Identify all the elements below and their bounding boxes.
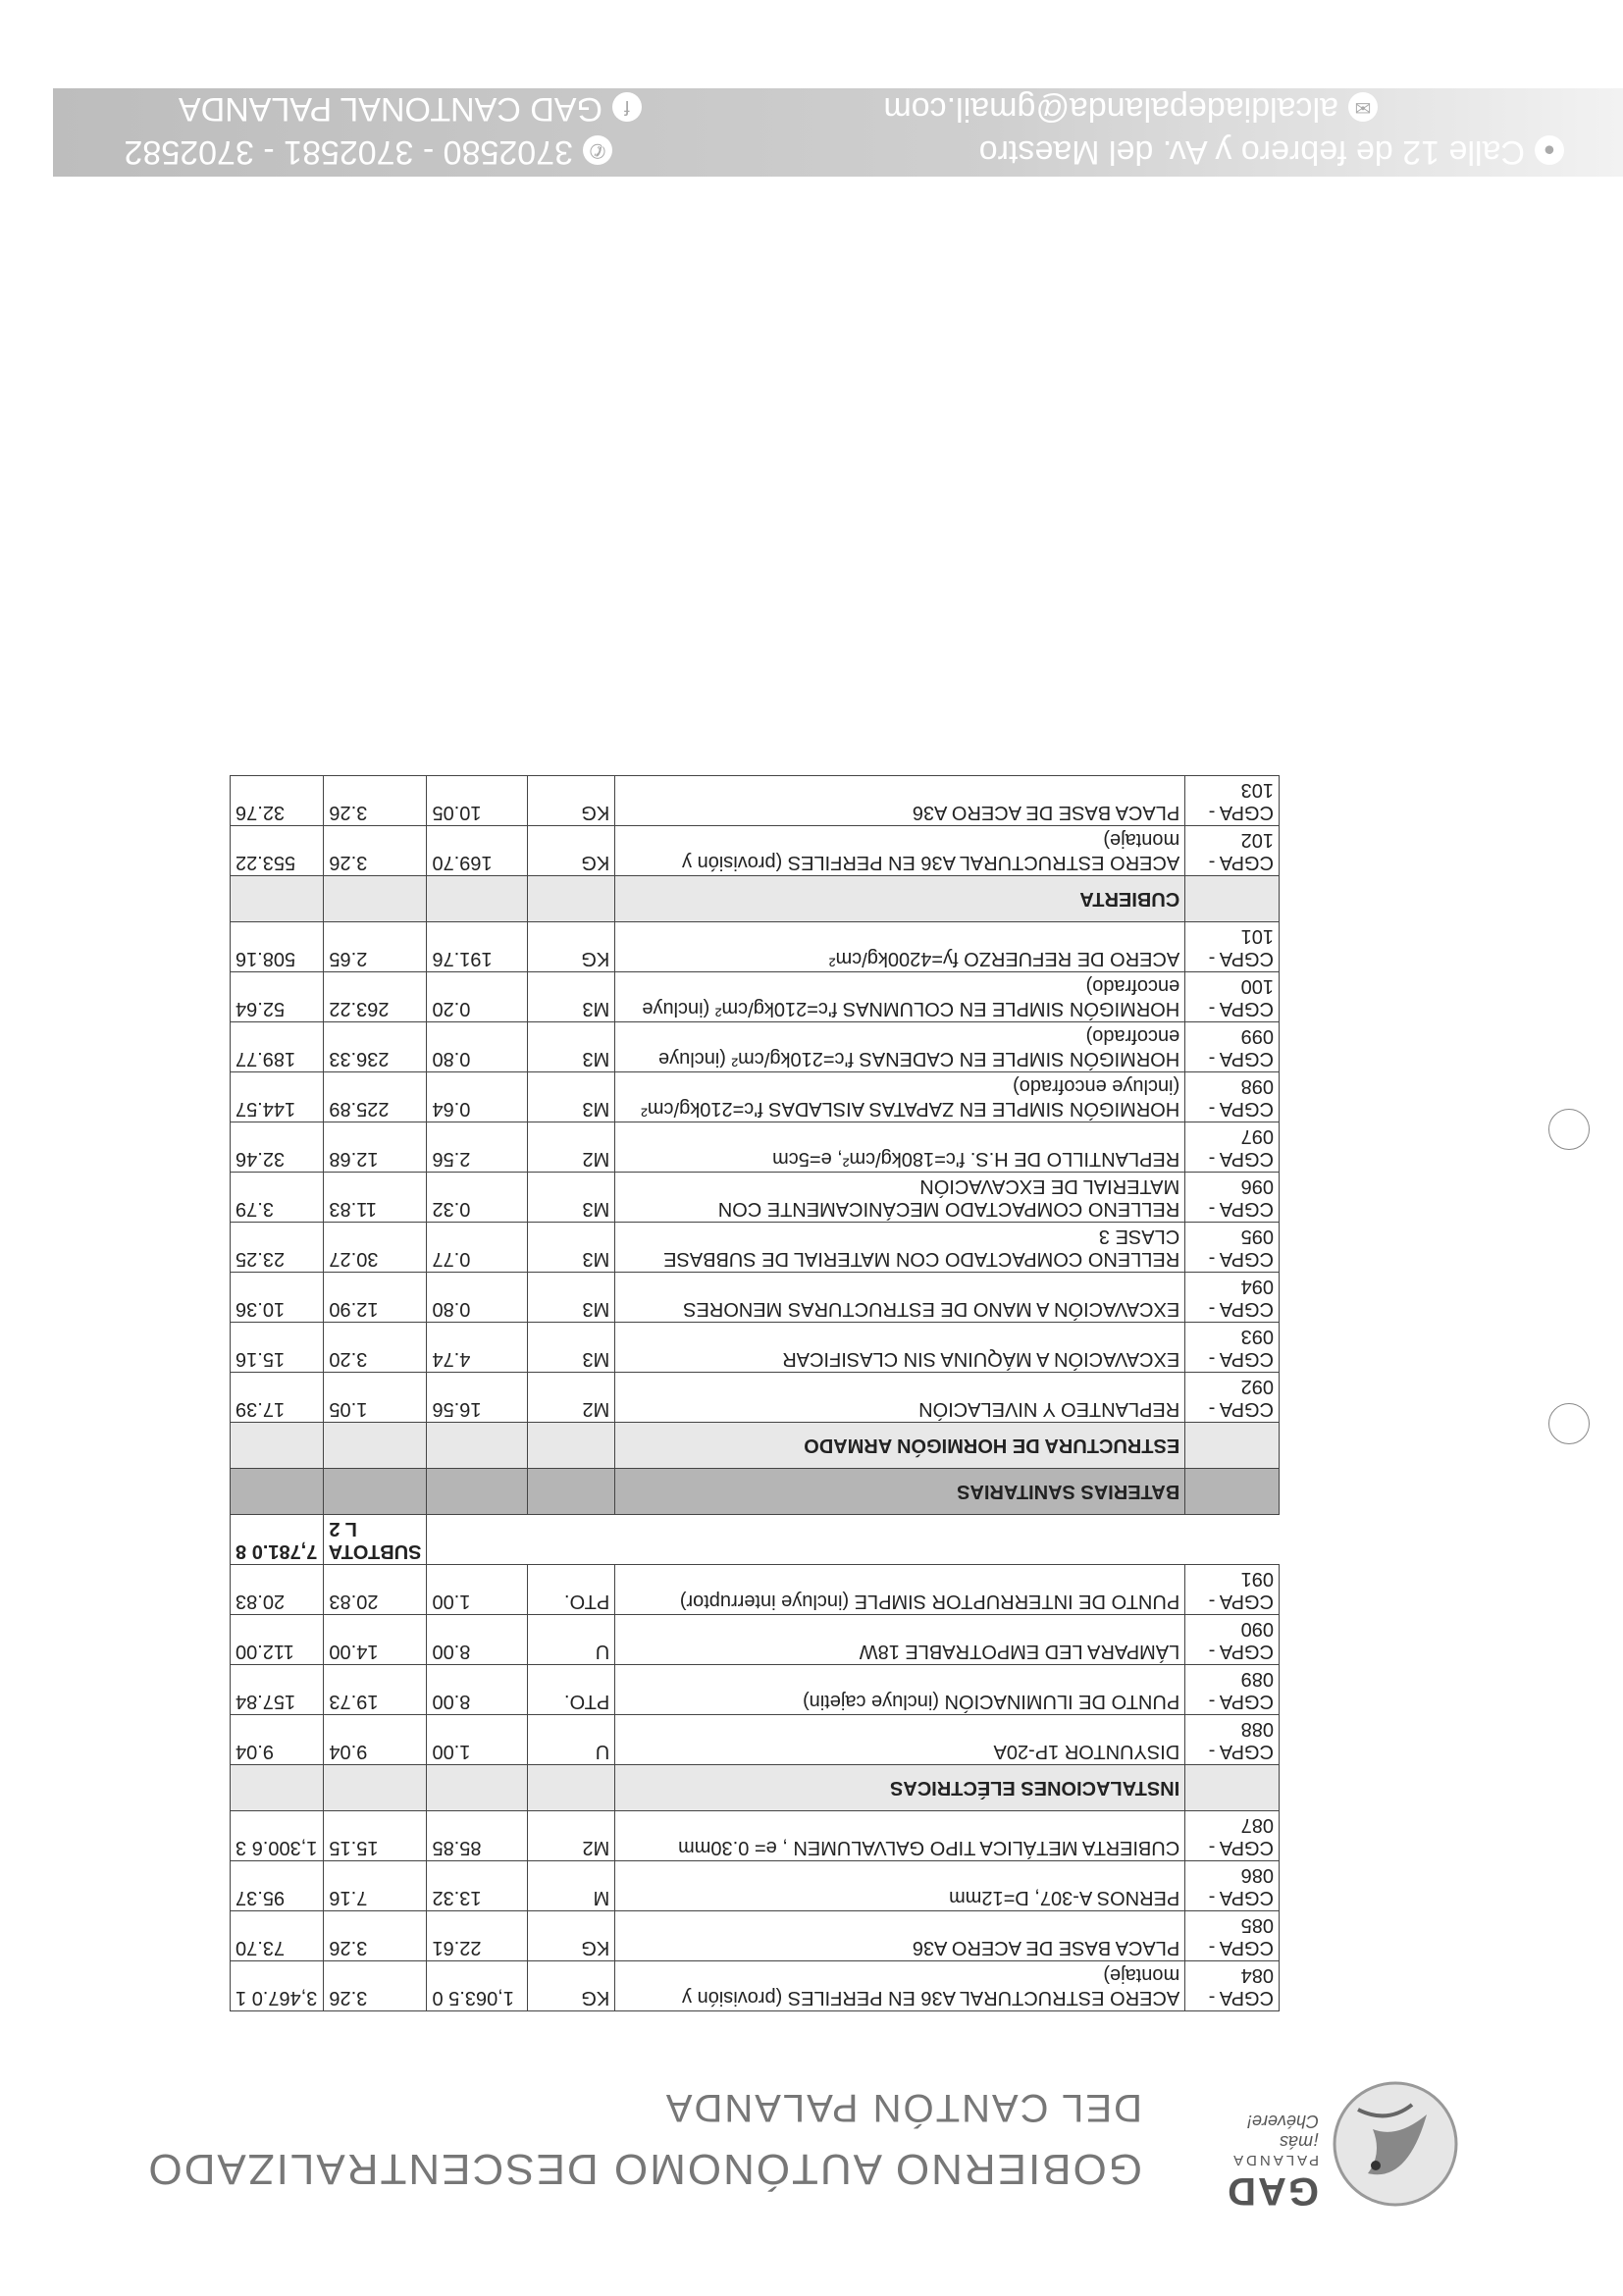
section-code-empty bbox=[1185, 1423, 1280, 1469]
item-unit: KG bbox=[527, 1911, 615, 1961]
item-unit-price: 3.26 bbox=[324, 1961, 427, 2011]
item-unit: M3 bbox=[527, 1072, 615, 1122]
item-code: CGPA - 084 bbox=[1185, 1961, 1280, 2011]
location-icon: ● bbox=[1535, 135, 1564, 165]
table-row bbox=[231, 1961, 1280, 2011]
item-description: ACERO DE REFUERZO fy=4200kg/cm² bbox=[615, 922, 1185, 972]
item-quantity: 10.05 bbox=[427, 776, 527, 826]
header-title-line1: GOBIERNO AUTÓNOMO DESCENTRALIZADO bbox=[146, 2145, 1142, 2193]
item-quantity: 1.00 bbox=[427, 1715, 527, 1765]
item-description: REPLANTEO Y NIVELACIÓN bbox=[615, 1373, 1185, 1423]
item-unit-price: 3.20 bbox=[324, 1323, 427, 1373]
item-code: CGPA - 095 bbox=[1185, 1223, 1280, 1273]
item-description: RELLENO COMPACTADO CON MATERIAL DE SUBBASE CLASE 3 bbox=[615, 1223, 1185, 1273]
item-unit: KG bbox=[527, 776, 615, 826]
logo-gad-text: GAD bbox=[1226, 2169, 1319, 2213]
item-quantity: 0.32 bbox=[427, 1173, 527, 1223]
table-row bbox=[231, 826, 1280, 876]
section-qty-empty bbox=[427, 1469, 527, 1515]
table-row bbox=[231, 1223, 1280, 1273]
item-unit: M3 bbox=[527, 1323, 615, 1373]
item-description: RELLENO COMPACTADO MECÁNICAMENTE CON MATERIAL DE EXCAVACIÓN bbox=[615, 1173, 1185, 1223]
item-quantity: 2.56 bbox=[427, 1122, 527, 1173]
item-unit: M3 bbox=[527, 1173, 615, 1223]
item-unit-price: 3.26 bbox=[324, 1911, 427, 1961]
item-quantity: 85.85 bbox=[427, 1811, 527, 1861]
item-code: CGPA - 091 bbox=[1185, 1565, 1280, 1615]
section-pu-empty bbox=[324, 1423, 427, 1469]
item-description: HORMIGÓN SIMPLE EN CADENAS f'c=210kg/cm² (incluye encofrado) bbox=[615, 1022, 1185, 1072]
phone-icon: ✆ bbox=[583, 135, 612, 165]
section-qty-empty bbox=[427, 876, 527, 922]
section-total-empty bbox=[231, 1765, 324, 1811]
item-total: 95.37 bbox=[231, 1861, 324, 1911]
item-unit: M3 bbox=[527, 972, 615, 1022]
item-unit-price: 1.05 bbox=[324, 1373, 427, 1423]
section-code-empty bbox=[1185, 1469, 1280, 1515]
table-row bbox=[231, 1323, 1280, 1373]
item-quantity: 0.64 bbox=[427, 1072, 527, 1122]
item-code: CGPA - 103 bbox=[1185, 776, 1280, 826]
table-row bbox=[231, 1022, 1280, 1072]
item-code: CGPA - 097 bbox=[1185, 1122, 1280, 1173]
facebook-icon: f bbox=[612, 92, 642, 122]
table-row bbox=[231, 1715, 1280, 1765]
item-quantity: 0.80 bbox=[427, 1022, 527, 1072]
item-unit: M2 bbox=[527, 1122, 615, 1173]
item-total: 3,467.0 1 bbox=[231, 1961, 324, 2011]
section-pu-empty bbox=[324, 876, 427, 922]
item-description: LÁMPARA LED EMPOTRABLE 18W bbox=[615, 1615, 1185, 1665]
item-unit-price: 12.90 bbox=[324, 1273, 427, 1323]
item-code: CGPA - 099 bbox=[1185, 1022, 1280, 1072]
item-total: 17.39 bbox=[231, 1373, 324, 1423]
item-quantity: 13.32 bbox=[427, 1861, 527, 1911]
item-quantity: 169.70 bbox=[427, 826, 527, 876]
item-code: CGPA - 094 bbox=[1185, 1273, 1280, 1323]
item-unit-price: 2.65 bbox=[324, 922, 427, 972]
budget-table-body bbox=[231, 776, 1280, 2011]
table-row bbox=[231, 1072, 1280, 1122]
item-total: 32.46 bbox=[231, 1122, 324, 1173]
section-row bbox=[231, 1423, 1280, 1469]
item-unit: KG bbox=[527, 1961, 615, 2011]
item-total: 144.57 bbox=[231, 1072, 324, 1122]
item-unit: U bbox=[527, 1615, 615, 1665]
footer-phone-text: 3702580 - 3702581 - 3702582 bbox=[124, 133, 573, 171]
item-code: CGPA - 096 bbox=[1185, 1173, 1280, 1223]
table-row bbox=[231, 1861, 1280, 1911]
item-unit: M2 bbox=[527, 1811, 615, 1861]
item-unit-price: 12.68 bbox=[324, 1122, 427, 1173]
item-unit-price: 14.00 bbox=[324, 1615, 427, 1665]
item-code: CGPA - 100 bbox=[1185, 972, 1280, 1022]
item-total: 9.04 bbox=[231, 1715, 324, 1765]
item-code: CGPA - 086 bbox=[1185, 1861, 1280, 1911]
item-total: 553.22 bbox=[231, 826, 324, 876]
section-unit-empty bbox=[527, 1423, 615, 1469]
item-total: 23.25 bbox=[231, 1223, 324, 1273]
section-row bbox=[231, 876, 1280, 922]
item-unit: PTO. bbox=[527, 1565, 615, 1615]
item-unit-price: 30.27 bbox=[324, 1223, 427, 1273]
table-row bbox=[231, 1173, 1280, 1223]
logo-tagline: ¡más Chévere! bbox=[1246, 2112, 1319, 2152]
item-total: 10.36 bbox=[231, 1273, 324, 1323]
subtotal-row bbox=[231, 1515, 1280, 1565]
item-description: HORMIGÓN SIMPLE EN COLUMNAS f'c=210kg/cm² (incluye encofrado) bbox=[615, 972, 1185, 1022]
section-row bbox=[231, 1765, 1280, 1811]
table-row bbox=[231, 1911, 1280, 1961]
footer-address-text: Calle 12 de febrero y Av. del Maestro bbox=[978, 133, 1525, 171]
item-unit: KG bbox=[527, 922, 615, 972]
footer-facebook bbox=[179, 89, 642, 128]
table-row bbox=[231, 1373, 1280, 1423]
item-description: PLACA BASE DE ACERO A36 bbox=[615, 1911, 1185, 1961]
item-total: 32.76 bbox=[231, 776, 324, 826]
logo-palanda-text: PALANDA bbox=[1230, 2152, 1319, 2168]
subtotal-label: SUBTOTA L 2 bbox=[324, 1515, 427, 1565]
item-code: CGPA - 090 bbox=[1185, 1615, 1280, 1665]
item-description: ACERO ESTRUCTURAL A36 EN PERFILES (provisión y montaje) bbox=[615, 826, 1185, 876]
item-code: CGPA - 089 bbox=[1185, 1665, 1280, 1715]
item-quantity: 4.74 bbox=[427, 1323, 527, 1373]
item-total: 20.83 bbox=[231, 1565, 324, 1615]
table-row bbox=[231, 1273, 1280, 1323]
section-code-empty bbox=[1185, 1765, 1280, 1811]
item-code: CGPA - 101 bbox=[1185, 922, 1280, 972]
footer-facebook-text: GAD CANTONAL PALANDA bbox=[178, 90, 602, 128]
item-total: 189.77 bbox=[231, 1022, 324, 1072]
item-code: CGPA - 102 bbox=[1185, 826, 1280, 876]
section-unit-empty bbox=[527, 876, 615, 922]
item-total: 112.00 bbox=[231, 1615, 324, 1665]
item-quantity: 22.61 bbox=[427, 1911, 527, 1961]
item-unit-price: 15.15 bbox=[324, 1811, 427, 1861]
table-row bbox=[231, 1665, 1280, 1715]
item-description: PUNTO DE INTERRUPTOR SIMPLE (incluye interruptor) bbox=[615, 1565, 1185, 1615]
section-total-empty bbox=[231, 1469, 324, 1515]
item-unit: M3 bbox=[527, 1273, 615, 1323]
item-total: 15.16 bbox=[231, 1323, 324, 1373]
item-quantity: 0.77 bbox=[427, 1223, 527, 1273]
item-description: HORMIGÓN SIMPLE EN ZAPATAS AISLADAS f'c=210kg/cm² (incluye encofrado) bbox=[615, 1072, 1185, 1122]
item-total: 1,300.6 3 bbox=[231, 1811, 324, 1861]
item-unit: M2 bbox=[527, 1373, 615, 1423]
item-unit: KG bbox=[527, 826, 615, 876]
budget-table bbox=[230, 775, 1280, 2011]
bird-emblem-icon bbox=[1319, 2056, 1466, 2222]
item-description: PLACA BASE DE ACERO A36 bbox=[615, 776, 1185, 826]
item-code: CGPA - 098 bbox=[1185, 1072, 1280, 1122]
item-unit-price: 7.16 bbox=[324, 1861, 427, 1911]
item-unit: M3 bbox=[527, 1223, 615, 1273]
item-description: ACERO ESTRUCTURAL A36 EN PERFILES (provisión y montaje) bbox=[615, 1961, 1185, 2011]
item-quantity: 8.00 bbox=[427, 1665, 527, 1715]
subtotal-spacer bbox=[427, 1515, 1280, 1565]
section-total-empty bbox=[231, 1423, 324, 1469]
item-description: REPLANTILLO DE H.S. f'c=180kg/cm², e=5cm bbox=[615, 1122, 1185, 1173]
table-row bbox=[231, 1615, 1280, 1665]
item-total: 157.84 bbox=[231, 1665, 324, 1715]
section-total-empty bbox=[231, 876, 324, 922]
table-row bbox=[231, 776, 1280, 826]
footer-phone bbox=[124, 132, 612, 171]
item-description: PUNTO DE ILUMINACIÓN (incluye cajetin) bbox=[615, 1665, 1185, 1715]
item-unit-price: 236.33 bbox=[324, 1022, 427, 1072]
table-row bbox=[231, 1565, 1280, 1615]
item-unit: U bbox=[527, 1715, 615, 1765]
item-description: EXCAVACIÓN A MÁQUINA SIN CLASIFICAR bbox=[615, 1323, 1185, 1373]
item-description: CUBIERTA METÁLICA TIPO GALVALUMEN , e= 0.30mm bbox=[615, 1811, 1185, 1861]
item-unit-price: 20.83 bbox=[324, 1565, 427, 1615]
item-unit-price: 3.26 bbox=[324, 826, 427, 876]
item-unit: M3 bbox=[527, 1022, 615, 1072]
item-code: CGPA - 087 bbox=[1185, 1811, 1280, 1861]
table-row bbox=[231, 922, 1280, 972]
section-qty-empty bbox=[427, 1765, 527, 1811]
item-quantity: 1,063.5 0 bbox=[427, 1961, 527, 2011]
item-unit-price: 19.73 bbox=[324, 1665, 427, 1715]
item-quantity: 1.00 bbox=[427, 1565, 527, 1615]
item-total: 508.16 bbox=[231, 922, 324, 972]
item-unit-price: 263.22 bbox=[324, 972, 427, 1022]
item-unit-price: 225.89 bbox=[324, 1072, 427, 1122]
header-title-line2: DEL CANTÓN PALANDA bbox=[663, 2086, 1142, 2129]
item-description: EXCAVACIÓN A MANO DE ESTRUCTURAS MENORES bbox=[615, 1273, 1185, 1323]
item-quantity: 8.00 bbox=[427, 1615, 527, 1665]
section-label: INSTALACIONES ELÉCTRICAS bbox=[615, 1765, 1185, 1811]
section-label: BATERIAS SANITARIAS bbox=[615, 1469, 1185, 1515]
item-description: PERNOS A-307, D=12mm bbox=[615, 1861, 1185, 1911]
document-footer bbox=[0, 78, 1623, 177]
footer-email bbox=[883, 89, 1378, 128]
section-code-empty bbox=[1185, 876, 1280, 922]
section-unit-empty bbox=[527, 1469, 615, 1515]
item-total: 73.70 bbox=[231, 1911, 324, 1961]
item-unit-price: 9.04 bbox=[324, 1715, 427, 1765]
item-quantity: 191.76 bbox=[427, 922, 527, 972]
item-quantity: 0.20 bbox=[427, 972, 527, 1022]
item-quantity: 0.80 bbox=[427, 1273, 527, 1323]
gad-palanda-logo bbox=[1226, 2046, 1466, 2222]
item-total: 52.64 bbox=[231, 972, 324, 1022]
item-unit: PTO. bbox=[527, 1665, 615, 1715]
item-unit-price: 11.83 bbox=[324, 1173, 427, 1223]
section-row bbox=[231, 1469, 1280, 1515]
item-description: DISYUNTOR 1P-20A bbox=[615, 1715, 1185, 1765]
item-unit-price: 3.26 bbox=[324, 776, 427, 826]
section-qty-empty bbox=[427, 1423, 527, 1469]
document-header bbox=[146, 2036, 1466, 2222]
item-unit: M bbox=[527, 1861, 615, 1911]
footer-address bbox=[979, 132, 1564, 171]
item-code: CGPA - 092 bbox=[1185, 1373, 1280, 1423]
subtotal-value: 7,781.0 8 bbox=[231, 1515, 324, 1565]
footer-email-text: alcaldiadepalanda@gmail.com bbox=[883, 90, 1338, 128]
table-row bbox=[231, 972, 1280, 1022]
table-row bbox=[231, 1811, 1280, 1861]
logo-text bbox=[1226, 2111, 1319, 2213]
item-code: CGPA - 088 bbox=[1185, 1715, 1280, 1765]
mail-icon: ✉ bbox=[1348, 92, 1378, 122]
item-total: 3.79 bbox=[231, 1173, 324, 1223]
section-pu-empty bbox=[324, 1469, 427, 1515]
item-code: CGPA - 085 bbox=[1185, 1911, 1280, 1961]
item-quantity: 16.56 bbox=[427, 1373, 527, 1423]
section-label: ESTRUCTURA DE HORMIGÓN ARMADO bbox=[615, 1423, 1185, 1469]
section-pu-empty bbox=[324, 1765, 427, 1811]
section-label: CUBIERTA bbox=[615, 876, 1185, 922]
table-row bbox=[231, 1122, 1280, 1173]
section-unit-empty bbox=[527, 1765, 615, 1811]
item-code: CGPA - 093 bbox=[1185, 1323, 1280, 1373]
